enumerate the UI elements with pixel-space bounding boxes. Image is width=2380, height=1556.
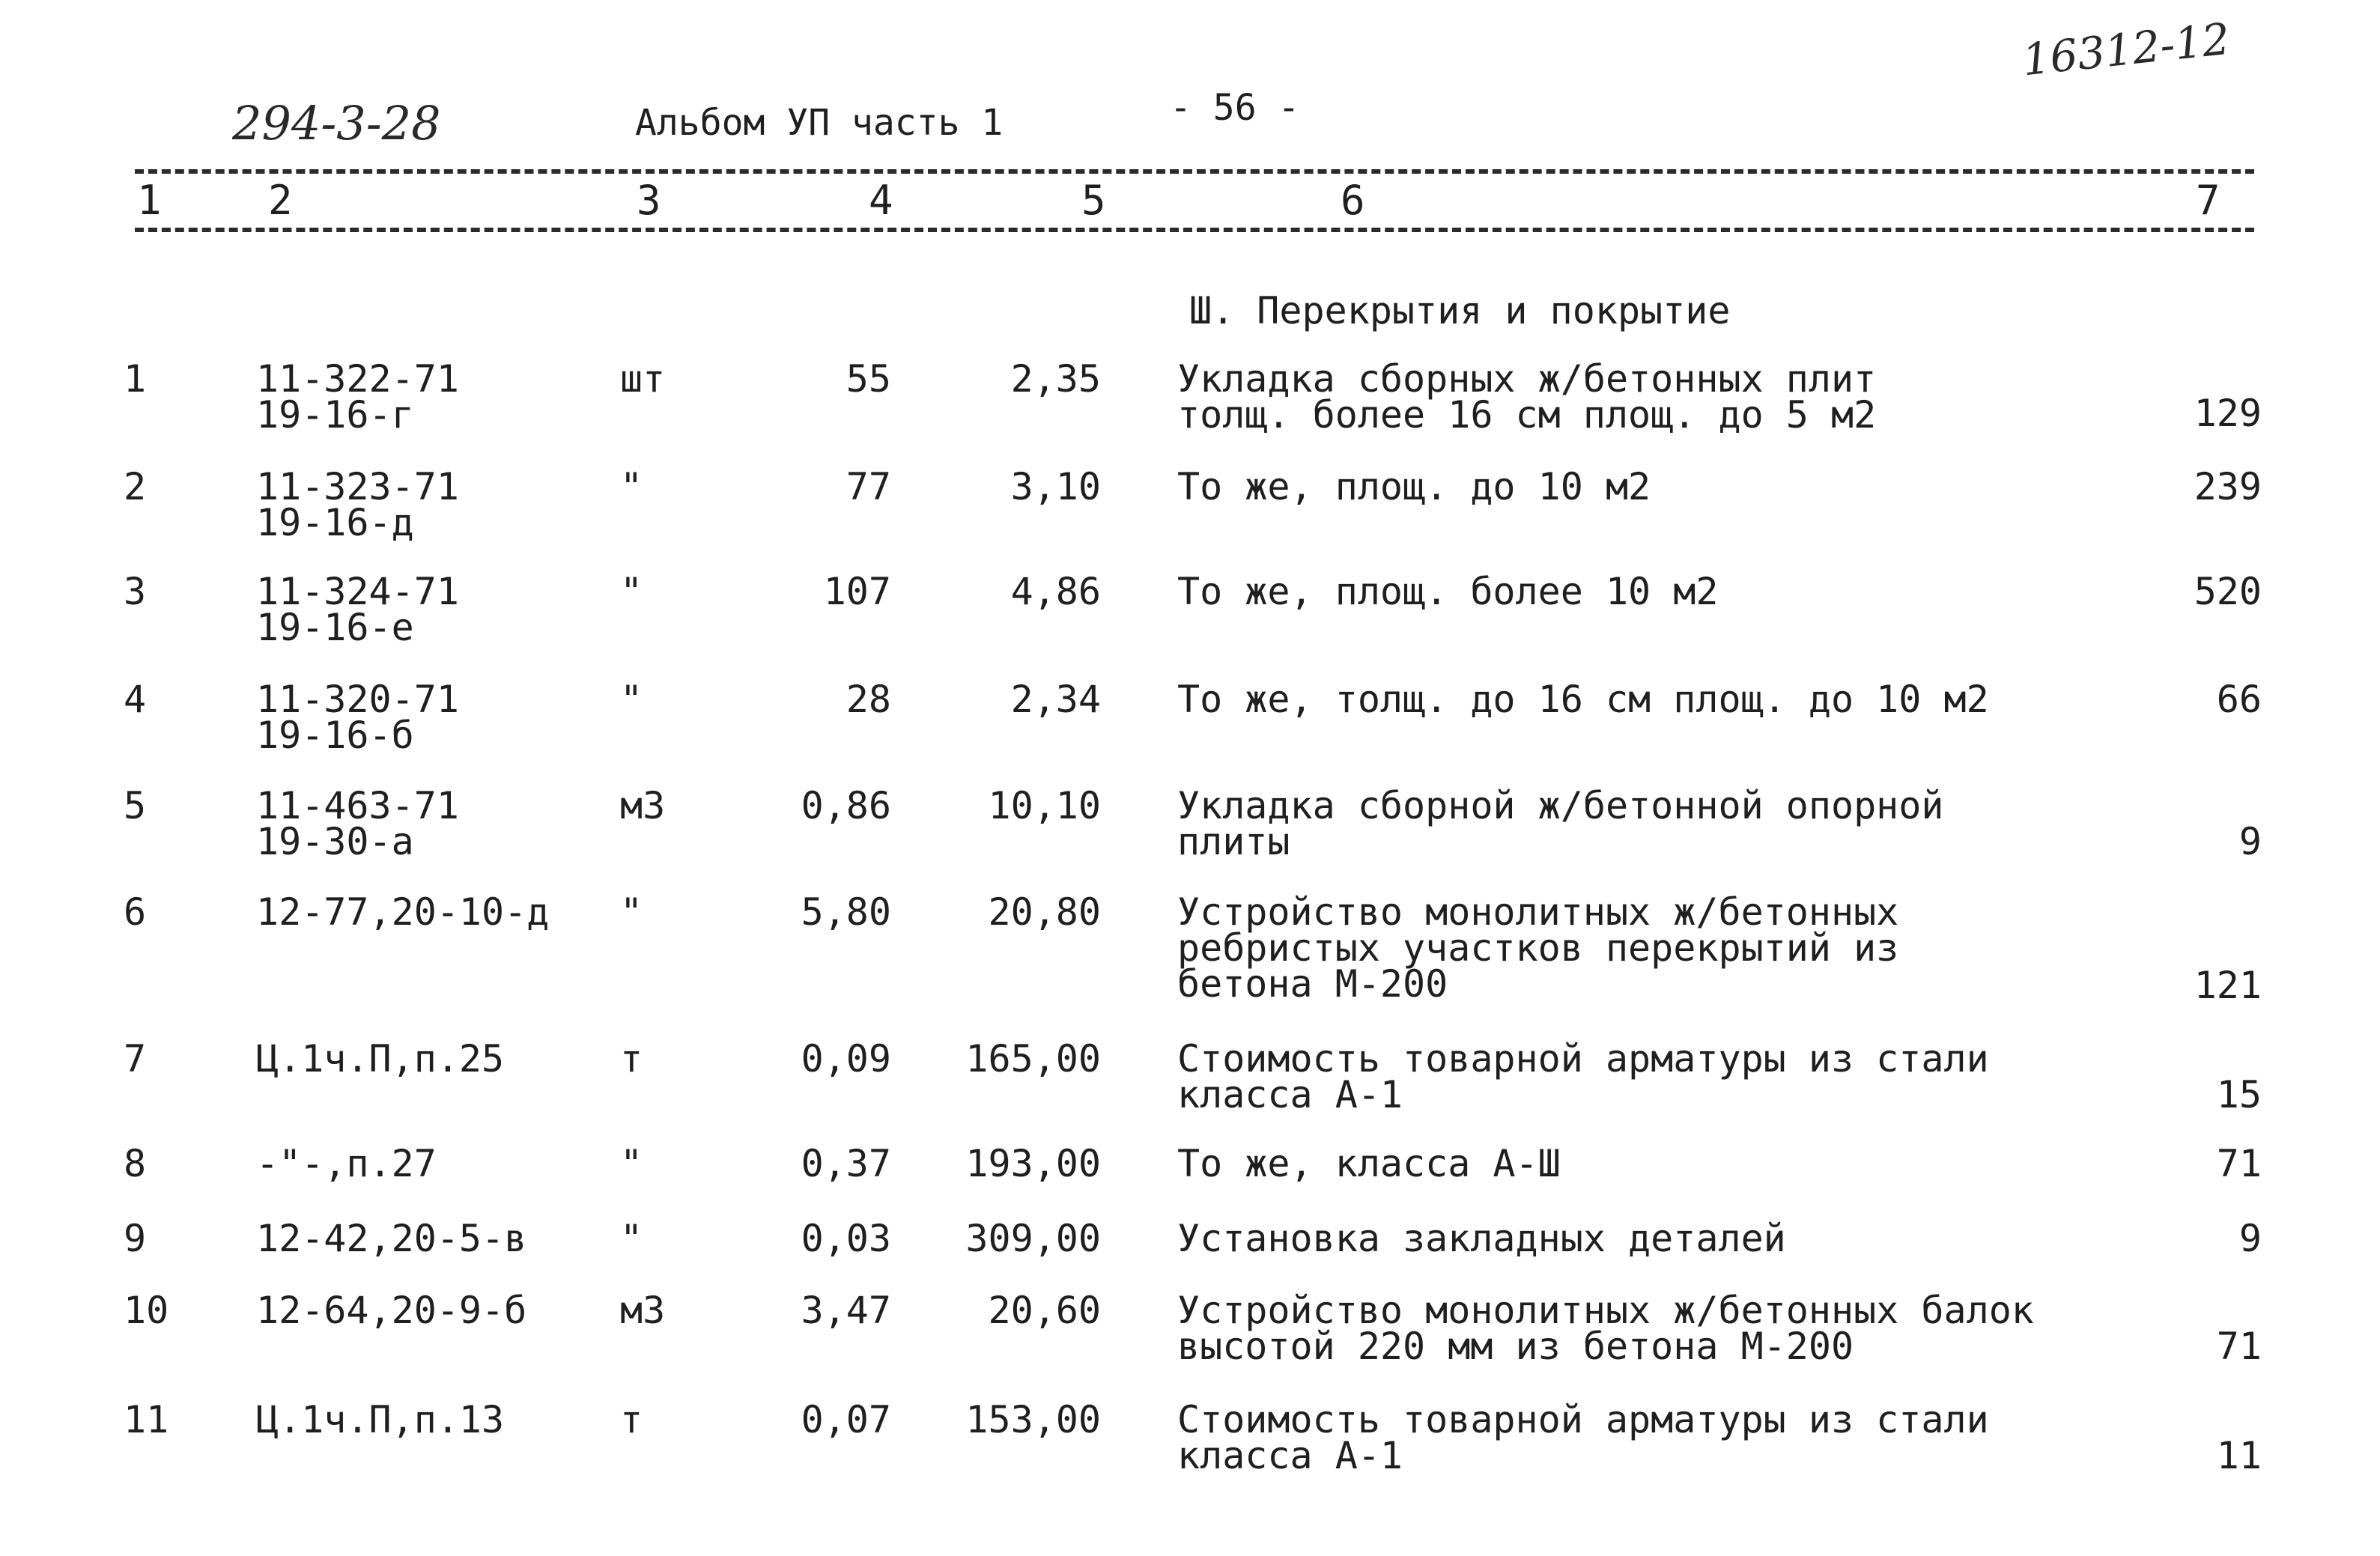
row-number: 10: [124, 1289, 169, 1332]
row-price: 10,10: [988, 784, 1101, 827]
row-code: 11-322-71 19-16-г: [256, 357, 459, 437]
row-total: 239: [2194, 465, 2262, 508]
row-description: То же, площ. более 10 м2: [1177, 570, 1719, 613]
row-total: 9: [2238, 1217, 2262, 1260]
row-description: То же, площ. до 10 м2: [1177, 465, 1651, 508]
column-number-5: 5: [1081, 177, 1106, 224]
row-number: 9: [124, 1217, 147, 1260]
row-unit: м3: [620, 784, 666, 827]
row-number: 7: [124, 1037, 147, 1081]
row-total: 15: [2216, 1073, 2262, 1116]
row-description: То же, класса А-Ш: [1177, 1142, 1561, 1185]
row-unit: ": [620, 570, 643, 613]
row-code: 12-64,20-9-б: [256, 1289, 527, 1332]
row-total: 520: [2194, 570, 2262, 613]
row-code: 11-463-71 19-30-а: [256, 784, 459, 863]
row-quantity: 55: [846, 357, 891, 401]
row-number: 11: [124, 1398, 169, 1441]
column-number-4: 4: [869, 177, 893, 224]
row-price: 2,34: [1010, 678, 1101, 721]
row-quantity: 0,07: [801, 1398, 891, 1441]
row-description: То же, толщ. до 16 см площ. до 10 м2: [1177, 678, 1989, 721]
column-number-6: 6: [1341, 177, 1365, 224]
row-quantity: 28: [846, 678, 891, 721]
row-quantity: 0,09: [801, 1037, 891, 1081]
row-description: Стоимость товарной арматуры из стали класса А-1: [1177, 1037, 1989, 1116]
row-code: Ц.1ч.П,п.13: [256, 1398, 505, 1441]
row-unit: т: [620, 1037, 643, 1081]
row-price: 20,60: [988, 1289, 1101, 1332]
row-quantity: 0,86: [801, 784, 891, 827]
album-title: Альбом УП часть 1: [635, 102, 1004, 144]
row-description: Укладка сборной ж/бетонной опорной плиты: [1177, 784, 1944, 863]
header-bottom-rule: [135, 228, 2254, 232]
row-code: 12-42,20-5-в: [256, 1217, 527, 1260]
header-top-rule: [135, 169, 2254, 174]
row-quantity: 0,37: [801, 1142, 891, 1185]
row-number: 6: [124, 890, 147, 934]
document-code: 294-3-28: [232, 96, 441, 151]
row-code: 11-320-71 19-16-б: [256, 678, 459, 757]
row-description: Установка закладных деталей: [1177, 1217, 1786, 1260]
row-price: 165,00: [965, 1037, 1101, 1081]
section-title: Ш. Перекрытия и покрытие: [1189, 289, 1731, 332]
row-code: 11-323-71 19-16-д: [256, 465, 459, 544]
row-number: 1: [124, 357, 147, 401]
row-unit: ": [620, 890, 643, 934]
row-total: 71: [2216, 1142, 2262, 1185]
row-description: Стоимость товарной арматуры из стали класса А-1: [1177, 1398, 1989, 1477]
row-description: Укладка сборных ж/бетонных плит толщ. более 16 см площ. до 5 м2: [1177, 357, 1877, 437]
row-price: 2,35: [1010, 357, 1101, 401]
row-total: 9: [2238, 820, 2262, 863]
row-code: 11-324-71 19-16-е: [256, 570, 459, 649]
row-unit: ": [620, 465, 643, 508]
row-total: 121: [2194, 964, 2262, 1007]
column-number-7: 7: [2196, 177, 2220, 224]
row-unit: ": [620, 678, 643, 721]
row-code: 12-77,20-10-д: [256, 890, 550, 934]
corner-stamp: 16312-12: [2020, 13, 2232, 86]
column-number-1: 1: [137, 177, 162, 224]
row-description: Устройство монолитных ж/бетонных балок высотой 220 мм из бетона М-200: [1177, 1289, 2034, 1368]
row-code: -"-,п.27: [256, 1142, 437, 1185]
row-number: 2: [124, 465, 147, 508]
row-unit: ": [620, 1142, 643, 1185]
row-description: Устройство монолитных ж/бетонных ребристых участков перекрытий из бетона М-200: [1177, 890, 1899, 1006]
column-number-2: 2: [268, 177, 293, 224]
row-quantity: 0,03: [801, 1217, 891, 1260]
column-number-3: 3: [637, 177, 661, 224]
row-unit: т: [620, 1398, 643, 1441]
row-unit: шт: [620, 357, 666, 401]
row-total: 71: [2216, 1325, 2262, 1368]
row-quantity: 5,80: [801, 890, 891, 934]
row-unit: ": [620, 1217, 643, 1260]
page-number: - 56 -: [1170, 87, 1300, 129]
row-quantity: 107: [823, 570, 891, 613]
row-total: 129: [2194, 392, 2262, 435]
row-price: 4,86: [1010, 570, 1101, 613]
row-price: 3,10: [1010, 465, 1101, 508]
row-unit: м3: [620, 1289, 666, 1332]
row-price: 153,00: [965, 1398, 1101, 1441]
row-price: 193,00: [965, 1142, 1101, 1185]
row-total: 66: [2216, 678, 2262, 721]
row-code: Ц.1ч.П,п.25: [256, 1037, 505, 1081]
row-number: 3: [124, 570, 147, 613]
row-quantity: 77: [846, 465, 891, 508]
row-number: 4: [124, 678, 147, 721]
row-price: 20,80: [988, 890, 1101, 934]
row-total: 11: [2216, 1434, 2262, 1477]
row-quantity: 3,47: [801, 1289, 891, 1332]
row-price: 309,00: [965, 1217, 1101, 1260]
row-number: 8: [124, 1142, 147, 1185]
row-number: 5: [124, 784, 147, 827]
